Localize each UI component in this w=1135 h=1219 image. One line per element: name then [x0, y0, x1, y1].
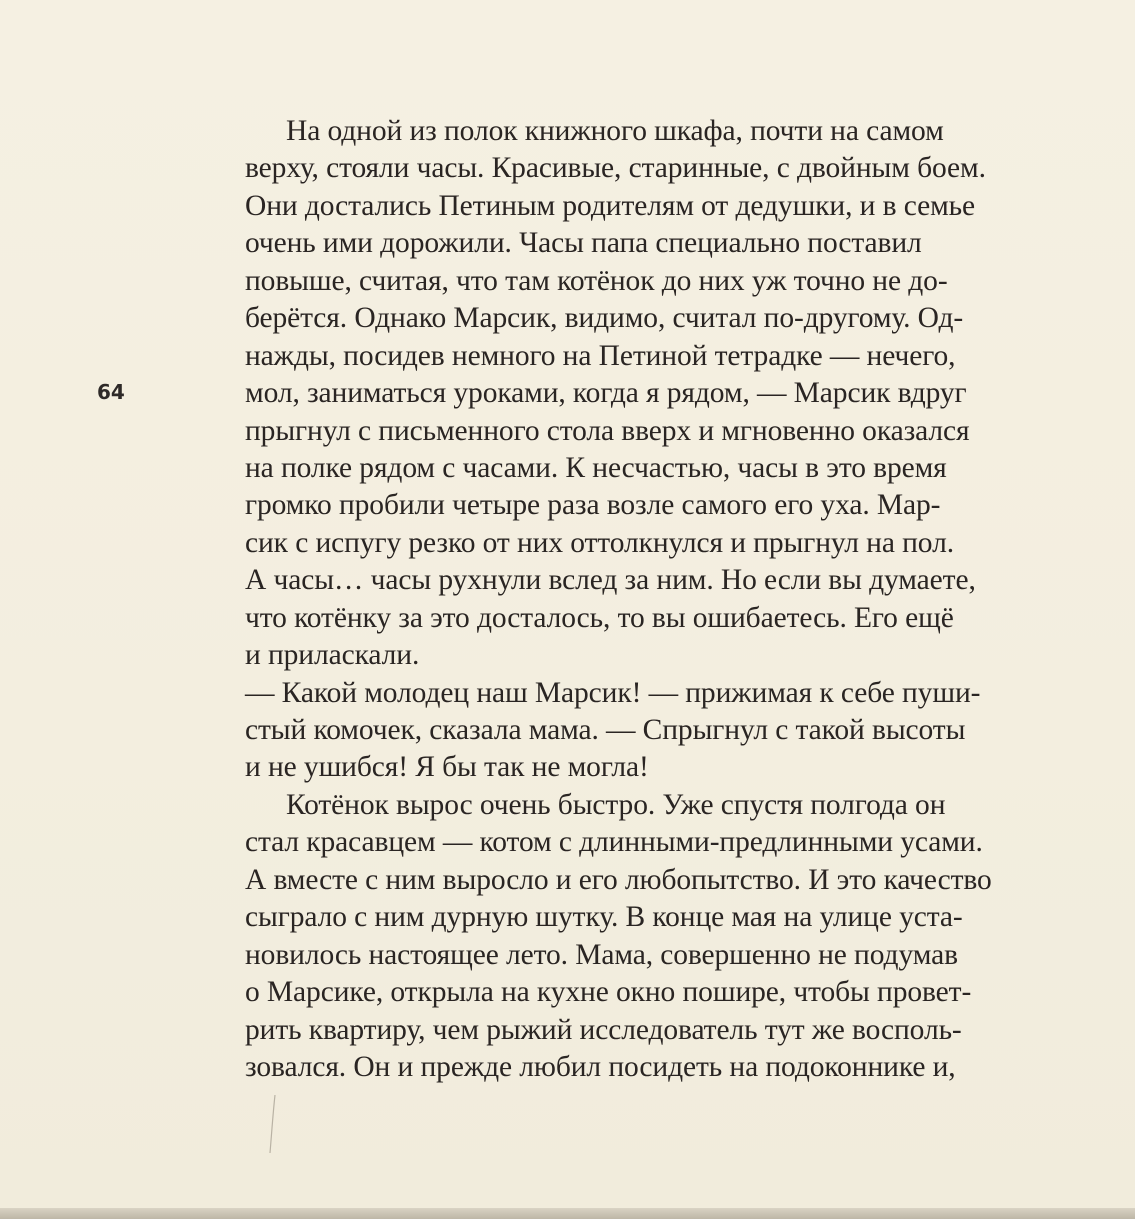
text-line: берётся. Однако Марсик, видимо, считал по-другому. Од- — [245, 302, 964, 335]
text-line: А вместе с ним выросло и его любопытство. И это качество — [245, 863, 992, 896]
text-line: и приласкали. — [245, 639, 420, 672]
text-line: Они достались Петиным родителям от дедушки, и в семье — [245, 189, 975, 222]
text-line: прыгнул с письменного стола вверх и мгновенно оказался — [245, 414, 970, 447]
pencil-mark — [268, 1095, 278, 1155]
text-line: На одной из полок книжного шкафа, почти на самом — [286, 115, 944, 147]
text-line: А часы… часы рухнули вслед за ним. Но если вы думаете, — [245, 564, 976, 597]
text-line: о Марсике, открыла на кухне окно пошире, чтобы провет- — [245, 976, 972, 1009]
page-number: 64 — [97, 380, 125, 404]
page-bottom-edge — [0, 1208, 1135, 1219]
text-line: что котёнку за это досталось, то вы ошибаетесь. Его ещё — [245, 601, 954, 634]
text-line: стый комочек, сказала мама. — Спрыгнул с такой высоты — [245, 714, 966, 746]
text-line: сик с испугу резко от них оттолкнулся и прыгнул на пол. — [245, 526, 954, 559]
text-line: громко пробили четыре раза возле самого его уха. Мар- — [245, 489, 941, 522]
text-line: — Какой молодец наш Марсик! — прижимая к себе пуши- — [245, 676, 981, 709]
text-line: стал красавцем — котом с длинными-предлинными усами. — [245, 826, 983, 859]
text-line: Котёнок вырос очень быстро. Уже спустя полгода он — [286, 788, 946, 821]
text-line: зовался. Он и прежде любил посидеть на подоконнике и, — [245, 1050, 956, 1083]
text-line: на полке рядом с часами. К несчастью, часы в это время — [245, 451, 947, 484]
text-line: и не ушибся! Я бы так не могла! — [245, 751, 649, 784]
text-line: очень ими дорожили. Часы папа специально поставил — [245, 227, 922, 260]
text-line: верху, стояли часы. Красивые, старинные, с двойным боем. — [245, 152, 986, 185]
text-line: сыграло с ним дурную шутку. В конце мая на улице уста- — [245, 901, 963, 934]
text-line: повыше, считая, что там котёнок до них уж точно не до- — [245, 264, 948, 297]
text-line: мол, заниматься уроками, когда я рядом, — Марсик вдруг — [245, 377, 967, 410]
text-line: рить квартиру, чем рыжий исследователь тут же восполь- — [245, 1013, 962, 1046]
body-text — [245, 113, 1075, 1086]
text-line: новилось настоящее лето. Мама, совершенно не подумав — [245, 938, 958, 971]
text-line: нажды, посидев немного на Петиной тетрадке — нечего, — [245, 339, 956, 372]
